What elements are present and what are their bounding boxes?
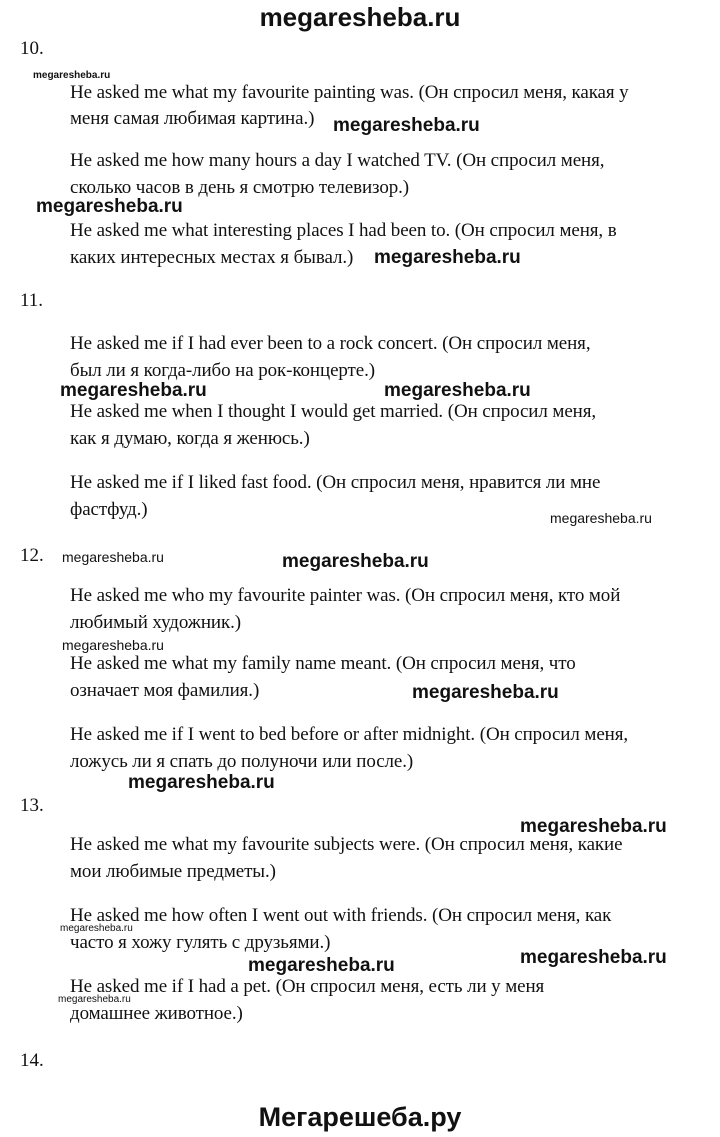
exercise-number: 11. <box>20 290 44 311</box>
site-footer: Мегарешеба.ру <box>258 1102 462 1132</box>
answer-line: фастфуд.) <box>70 499 148 520</box>
answer-line: He asked me how often I went out with friends. (Он спросил меня, как <box>70 905 612 926</box>
answer-line: He asked me how many hours a day I watched TV. (Он спросил меня, <box>70 150 605 171</box>
answer-line: домашнее животное.) <box>70 1003 243 1024</box>
exercise-number: 13. <box>20 795 44 816</box>
watermark: megaresheba.ru <box>412 682 559 703</box>
watermark: megaresheba.ru <box>282 551 429 572</box>
answer-line: He asked me what interesting places I had been to. (Он спросил меня, в <box>70 220 617 241</box>
exercise-number: 14. <box>20 1050 44 1071</box>
watermark: megaresheba.ru <box>60 380 207 401</box>
exercise-number: 12. <box>20 545 44 566</box>
answer-line: означает моя фамилия.) <box>70 680 260 701</box>
answer-line: был ли я когда-либо на рок-концерте.) <box>70 360 375 381</box>
watermark: megaresheba.ru <box>520 816 667 837</box>
answer-line: любимый художник.) <box>70 612 241 633</box>
answer-line: меня самая любимая картина.) <box>70 108 315 129</box>
answer-line: He asked me what my family name meant. (Он спросил меня, что <box>70 653 576 674</box>
answer-line: ложусь ли я спать до полуночи или после.) <box>70 751 414 772</box>
answer-line: He asked me what my favourite subjects were. (Он спросил меня, какие <box>70 834 623 855</box>
watermark: megaresheba.ru <box>550 510 652 526</box>
watermark: megaresheba.ru <box>333 115 480 136</box>
exercise-number: 10. <box>20 38 44 59</box>
watermark: megaresheba.ru <box>58 994 131 1005</box>
answer-line: сколько часов в день я смотрю телевизор.) <box>70 177 409 198</box>
answer-line: как я думаю, когда я женюсь.) <box>70 428 310 449</box>
watermark: megaresheba.ru <box>60 923 133 934</box>
answer-line: мои любимые предметы.) <box>70 861 276 882</box>
answer-line: He asked me if I went to bed before or after midnight. (Он спросил меня, <box>70 724 629 745</box>
answer-line: He asked me what my favourite painting was. (Он спросил меня, какая у <box>70 82 629 103</box>
watermark: megaresheba.ru <box>36 196 183 217</box>
site-header: megaresheba.ru <box>259 2 461 32</box>
watermark: megaresheba.ru <box>520 947 667 968</box>
watermark: megaresheba.ru <box>248 955 395 976</box>
watermark: megaresheba.ru <box>128 772 275 793</box>
answer-line: He asked me when I thought I would get married. (Он спросил меня, <box>70 401 597 422</box>
watermark: megaresheba.ru <box>62 637 164 653</box>
watermark: megaresheba.ru <box>384 380 531 401</box>
watermark: megaresheba.ru <box>374 247 521 268</box>
answer-line: He asked me if I had ever been to a rock concert. (Он спросил меня, <box>70 333 591 354</box>
answer-line: каких интересных местах я бывал.) <box>70 247 354 268</box>
answer-line: He asked me who my favourite painter was. (Он спросил меня, кто мой <box>70 585 621 606</box>
answer-line: He asked me if I liked fast food. (Он спросил меня, нравится ли мне <box>70 472 601 493</box>
answer-line: He asked me if I had a pet. (Он спросил меня, есть ли у меня <box>70 976 545 997</box>
watermark: megaresheba.ru <box>62 549 164 565</box>
watermark: megaresheba.ru <box>33 70 111 81</box>
answer-line: часто я хожу гулять с друзьями.) <box>70 932 331 953</box>
